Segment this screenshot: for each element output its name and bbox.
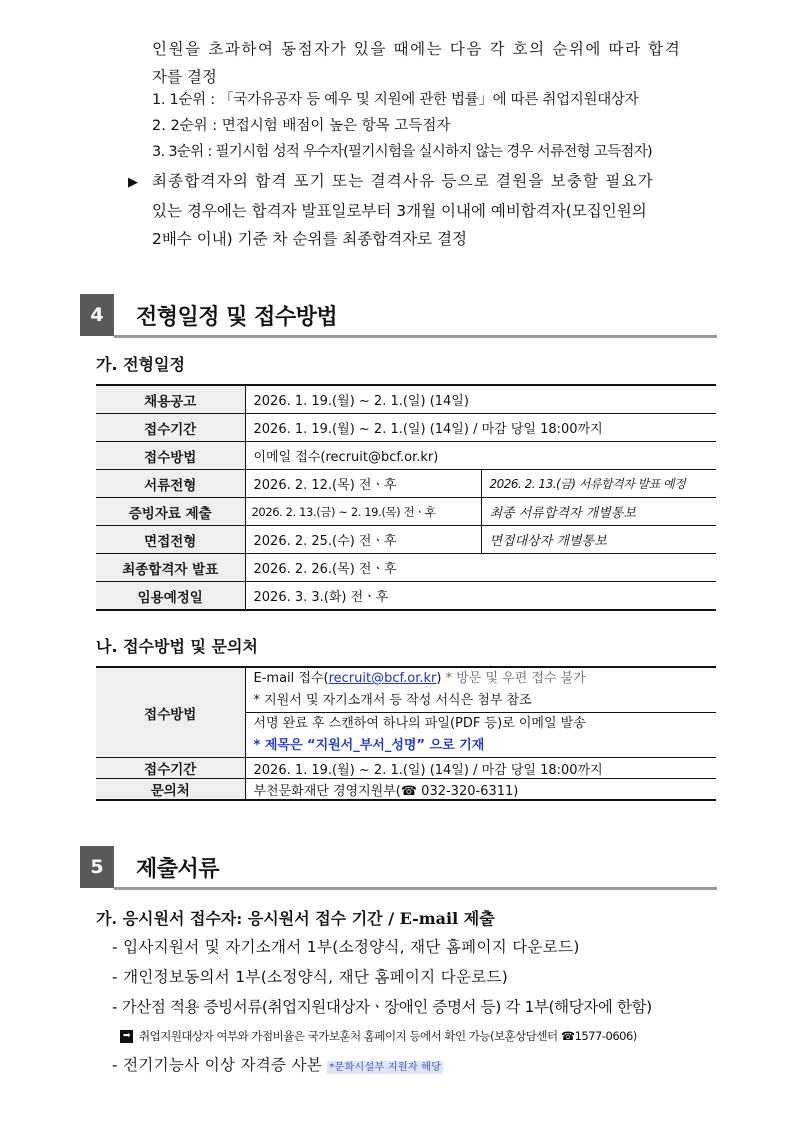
- table-row: [96, 667, 716, 713]
- row-value: 이메일 접수(recruit@bcf.or.kr): [245, 442, 716, 470]
- row-label: 접수기간: [96, 758, 245, 779]
- row-label: 접수방법: [96, 667, 245, 758]
- table-row: [96, 779, 716, 801]
- row-note: 면접대상자 개별통보: [481, 526, 716, 554]
- rank-2: 2. 2순위 : 면접시험 배점이 높은 항목 고득점자: [152, 118, 451, 134]
- schedule-table: [96, 384, 716, 611]
- apply-table: [96, 666, 716, 801]
- row-label: 접수기간: [96, 414, 245, 442]
- row-value: 부천문화재단 경영지원부(☎ 032-320-6311): [245, 779, 716, 801]
- subject-note: * 제목은 “지원서_부서_성명” 으로 기재: [253, 738, 485, 753]
- document-item-2: - 개인정보동의서 1부(소정양식, 재단 홈페이지 다운로드): [112, 968, 509, 986]
- document-item-4: - 전기기능사 이상 자격증 사본 *문화시설부 지원자 해당: [112, 1056, 442, 1074]
- email-link[interactable]: recruit@bcf.or.kr: [328, 671, 437, 686]
- row-value: 2026. 2. 12.(목) 전ㆍ후: [245, 470, 481, 498]
- documents-subheading: 가. 응시원서 접수자: 응시원서 접수 기간 / E-mail 제출: [96, 909, 495, 928]
- document-item-1: - 입사지원서 및 자기소개서 1부(소정양식, 재단 홈페이지 다운로드): [112, 938, 580, 956]
- table-row: [96, 498, 716, 526]
- row-label: 채용공고: [96, 385, 245, 414]
- row-value: 2026. 1. 19.(월) ~ 2. 1.(일) (14일) / 마감 당일 18:00까지: [245, 758, 716, 779]
- verification-note: ➡ 취업지원대상자 여부와 가점비율은 국가보훈처 홈페이지 등에서 확인 가능(보훈상담센터 ☎1577-0606): [120, 1028, 637, 1044]
- table-row: [96, 758, 716, 779]
- row-label: 면접전형: [96, 526, 245, 554]
- email-line: E-mail 접수(recruit@bcf.or.kr) * 방문 및 우편 접수 불가: [253, 671, 586, 686]
- arrow-right-icon: ➡: [120, 1030, 133, 1043]
- row-value: 2026. 2. 26.(목) 전ㆍ후: [245, 554, 716, 582]
- section-number: 4: [80, 294, 114, 336]
- table-row: [96, 554, 716, 582]
- bullet-arrow-icon: ▶: [128, 175, 138, 190]
- row-value: 2026. 1. 19.(월) ~ 2. 1.(일) (14일) / 마감 당일 18:00까지: [245, 414, 716, 442]
- row-label: 문의처: [96, 779, 245, 801]
- row-note: 2026. 2. 13.(금) 서류합격자 발표 예정: [481, 470, 716, 498]
- rank-3: 3. 3순위 : 필기시험 성적 우수자(필기시험을 실시하지 않는 경우 서류전형 고득점자): [152, 144, 652, 160]
- apply-subheading: 나. 접수방법 및 문의처: [96, 637, 258, 656]
- table-row: [96, 442, 716, 470]
- document-item-3: - 가산점 적용 증빙서류(취업지원대상자ㆍ장애인 증명서 등) 각 1부(해당자에 한함): [112, 998, 652, 1016]
- schedule-subheading: 가. 전형일정: [96, 355, 185, 374]
- row-value: 2026. 2. 13.(금) ~ 2. 19.(목) 전ㆍ후: [245, 498, 481, 526]
- intro-line-2: 자를 결정: [152, 68, 217, 86]
- intro-line-1: 인원을 초과하여 동점자가 있을 때에는 다음 각 호의 순위에 따라 합격: [152, 40, 682, 58]
- row-label: 증빙자료 제출: [96, 498, 245, 526]
- row-label: 접수방법: [96, 442, 245, 470]
- section-divider: [114, 887, 717, 890]
- applicant-tag: *문화시설부 지원자 해당: [329, 1062, 442, 1073]
- table-row: [96, 526, 716, 554]
- rank-1: 1. 1순위 : 「국가유공자 등 예우 및 지원에 관한 법률」에 따른 취업지원대상자: [152, 92, 639, 108]
- method-cell-lower: [245, 713, 716, 758]
- row-label: 임용예정일: [96, 582, 245, 611]
- scan-note: 서명 완료 후 스캔하여 하나의 파일(PDF 등)로 이메일 발송: [253, 716, 586, 731]
- section-title: 전형일정 및 접수방법: [136, 305, 338, 330]
- row-value: 2026. 2. 25.(수) 전ㆍ후: [245, 526, 481, 554]
- bullet-line-3: 2배수 이내) 기준 차 순위를 최종합격자로 결정: [152, 230, 467, 248]
- section-divider: [114, 335, 717, 338]
- row-label: 서류전형: [96, 470, 245, 498]
- section-5-header: [80, 846, 717, 892]
- bullet-line-1: 최종합격자의 합격 포기 또는 결격사유 등으로 결원을 보충할 필요가: [152, 172, 654, 190]
- form-note: * 지원서 및 자기소개서 등 작성 서식은 첨부 참조: [253, 693, 532, 708]
- section-number: 5: [80, 846, 114, 888]
- table-row: [96, 414, 716, 442]
- method-cell-upper: [245, 667, 716, 713]
- table-row: [96, 385, 716, 414]
- table-row: [96, 470, 716, 498]
- table-row: [96, 582, 716, 611]
- row-value: 2026. 3. 3.(화) 전ㆍ후: [245, 582, 716, 611]
- section-title: 제출서류: [136, 857, 220, 882]
- row-label: 최종합격자 발표: [96, 554, 245, 582]
- bullet-line-2: 있는 경우에는 합격자 발표일로부터 3개월 이내에 예비합격자(모집인원의: [152, 202, 647, 220]
- row-note: 최종 서류합격자 개별통보: [481, 498, 716, 526]
- section-4-header: [80, 294, 717, 340]
- no-visit-note: * 방문 및 우편 접수 불가: [441, 671, 586, 686]
- row-value: 2026. 1. 19.(월) ~ 2. 1.(일) (14일): [245, 385, 716, 414]
